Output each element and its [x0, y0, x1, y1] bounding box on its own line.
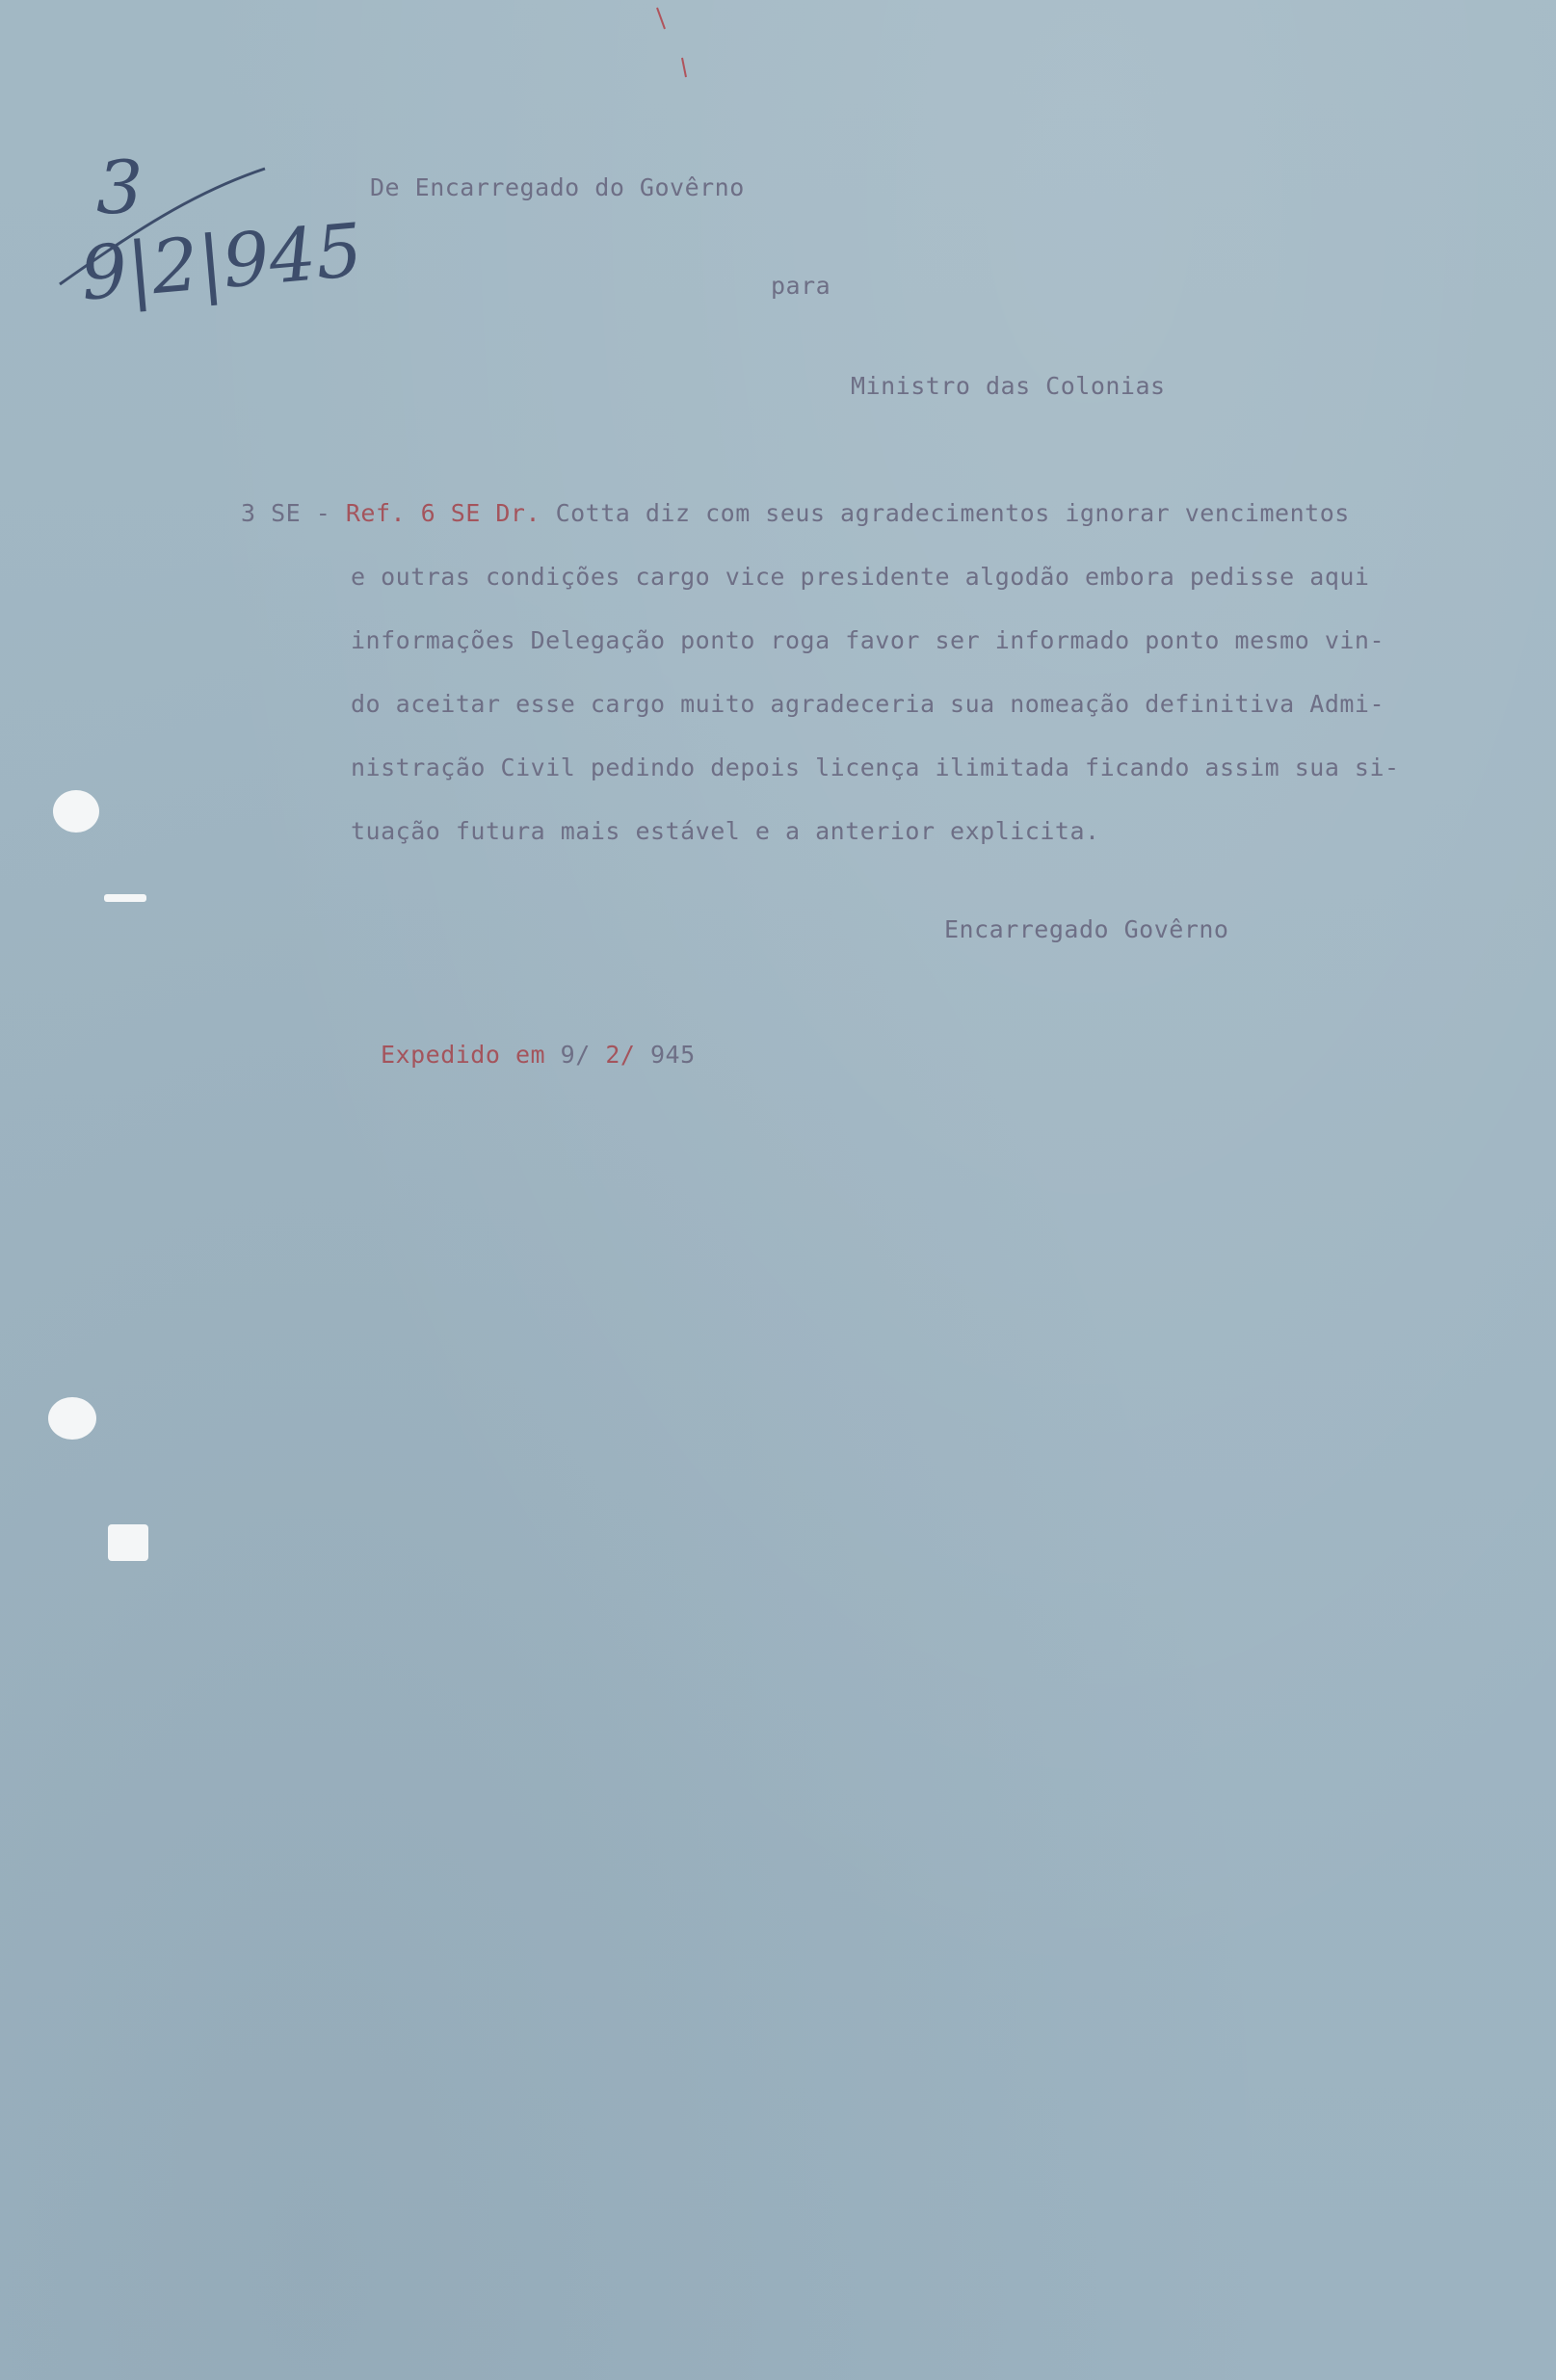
punch-hole — [104, 894, 146, 902]
handwritten-date: 9|2|945 — [77, 206, 366, 317]
message-line: nistração Civil pedindo depois licença ilimitada ficando assim sua si- — [351, 754, 1400, 781]
message-line — [241, 499, 1350, 527]
message-line: informações Delegação ponto roga favor ser informado ponto mesmo vin- — [351, 626, 1385, 654]
message-reference: Ref. 6 SE Dr. — [345, 499, 556, 527]
signature: Encarregado Govêrno — [944, 915, 1229, 943]
dispatch-day: 9/ — [560, 1041, 591, 1069]
to-line: Ministro das Colonias — [851, 372, 1166, 400]
message-text: Cotta diz com seus agradecimentos ignorar vencimentos — [555, 499, 1350, 527]
message-prefix: 3 SE - — [241, 499, 346, 527]
para-line: para — [771, 272, 831, 300]
dispatch-label: Expedido em — [381, 1041, 546, 1069]
dispatch-month: 2/ — [605, 1041, 636, 1069]
message-line: tuação futura mais estável e a anterior explicita. — [351, 817, 1100, 845]
message-line: e outras condições cargo vice presidente algodão embora pedisse aqui — [351, 563, 1370, 591]
punch-hole — [48, 1397, 96, 1440]
red-tick — [657, 8, 686, 77]
punch-hole — [53, 790, 99, 833]
dispatch-line — [381, 1041, 696, 1069]
dispatch-year: 945 — [649, 1041, 696, 1069]
handwritten-number: 3 — [96, 145, 144, 230]
message-line: do aceitar esse cargo muito agradeceria sua nomeação definitiva Admi- — [351, 690, 1385, 718]
from-line: De Encarregado do Govêrno — [370, 173, 745, 201]
punch-hole — [108, 1524, 148, 1561]
